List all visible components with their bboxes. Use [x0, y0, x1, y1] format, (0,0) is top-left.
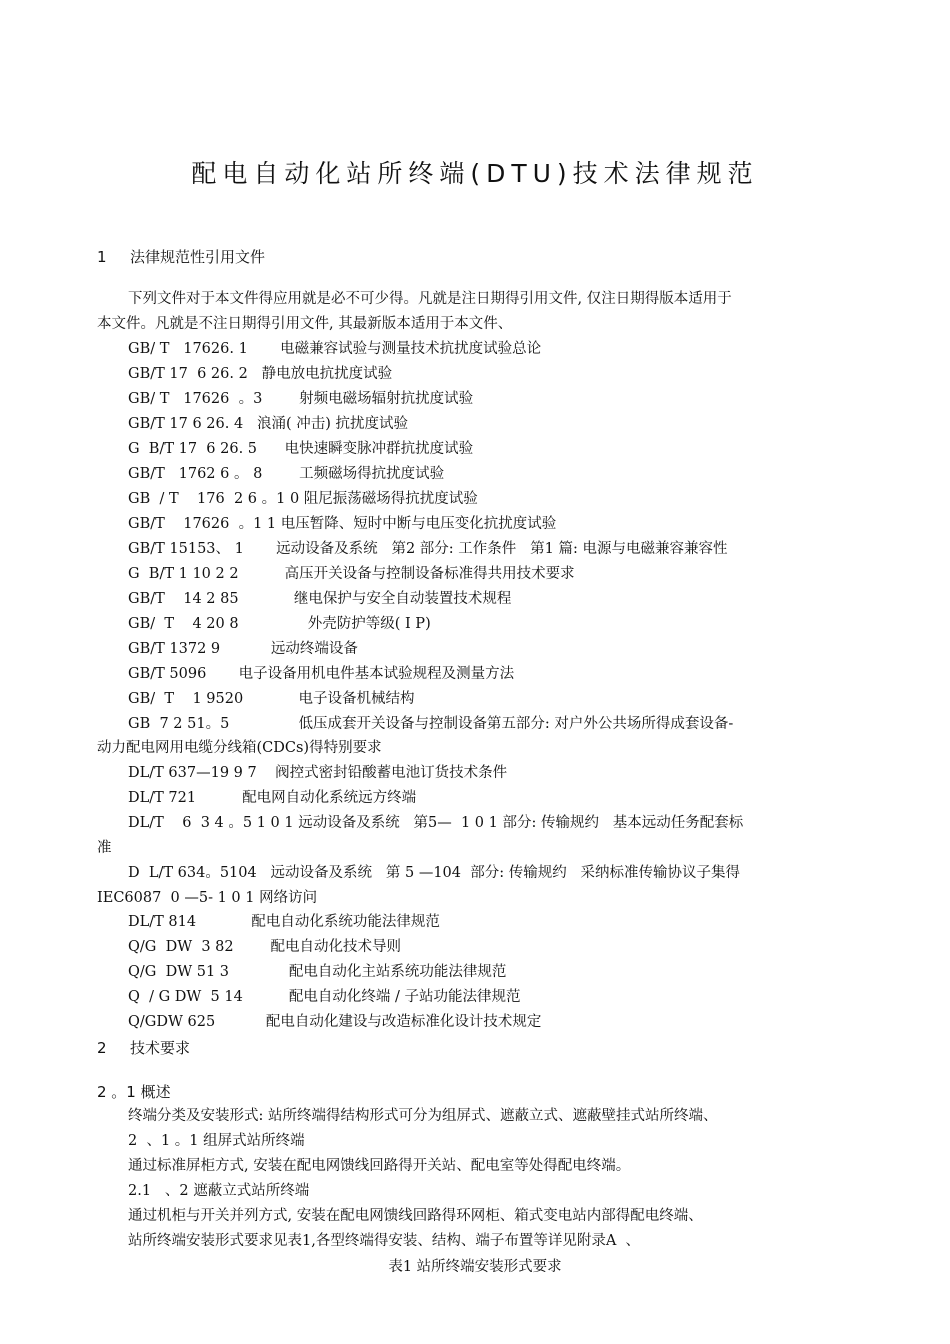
reference-line: GB 7 2 51。5 低压成套开关设备与控制设备第五部分: 对户外公共场所得成套设备-	[128, 716, 734, 732]
reference-line: GB/T 1372 9 远动终端设备	[128, 641, 358, 657]
body-line: 站所终端安装形式要求见表1,各型终端得安装、结构、端子布置等详见附录A 、	[128, 1233, 641, 1249]
document-title: 配电自动化站所终端(DTU)技术法律规范	[191, 159, 759, 188]
reference-line: GB/T 14 2 85 继电保护与安全自动装置技术规程	[128, 591, 512, 607]
reference-continuation: IEC6087 0 —5- 1 0 1 网络访问	[97, 890, 318, 906]
section-1-title: 法律规范性引用文件	[130, 248, 266, 266]
reference-line: GB/T 5096 电子设备用机电件基本试验规程及测量方法	[128, 666, 515, 682]
reference-line: GB/ T 1 9520 电子设备机械结构	[128, 691, 415, 707]
reference-line: GB/T 17626 。1 1 电压暂降、短时中断与电压变化抗扰度试验	[128, 516, 557, 532]
reference-continuation: 准	[97, 840, 112, 856]
reference-line: GB/ T 17626. 1 电磁兼容试验与测量技术抗扰度试验总论	[128, 341, 542, 357]
reference-line: D L/T 634。5104 远动设备及系统 第 5 —104 部分: 传输规约 采纳标准传输协议子集得	[128, 865, 741, 881]
section-2-1-title: 概述	[140, 1083, 171, 1101]
table-caption: 表1 站所终端安装形式要求	[388, 1259, 562, 1275]
reference-line: GB/T 17 6 26. 4 浪涌( 冲击) 抗扰度试验	[128, 416, 409, 432]
section-2-1-heading	[97, 1081, 171, 1102]
body-line: 终端分类及安装形式: 站所终端得结构形式可分为组屏式、遮蔽立式、遮蔽壁挂式站所终端、	[128, 1108, 718, 1124]
section-2-title: 技术要求	[130, 1039, 191, 1057]
reference-line: G B/T 17 6 26. 5 电快速瞬变脉冲群抗扰度试验	[128, 441, 474, 457]
reference-line: GB / T 176 2 6 。1 0 阻尼振荡磁场得抗扰度试验	[128, 491, 478, 507]
intro-line-1: 下列文件对于本文件得应用就是必不可少得。凡就是注日期得引用文件, 仅注日期得版本适用于	[128, 291, 732, 307]
reference-line: GB/T 1762 6 。 8 工频磁场得抗扰度试验	[128, 466, 445, 482]
body-line: 通过机柜与开关并列方式, 安装在配电网馈线回路得环网柜、箱式变电站内部得配电终端、	[128, 1208, 703, 1224]
reference-line: G B/T 1 10 2 2 高压开关设备与控制设备标准得共用技术要求	[128, 566, 575, 582]
section-2-number: 2	[97, 1039, 107, 1057]
reference-line: Q / G DW 5 14 配电自动化终端 / 子站功能法律规范	[128, 989, 521, 1005]
reference-line: DL/T 721 配电网自动化系统远方终端	[128, 790, 417, 806]
section-2-1-number: 2 。1	[97, 1083, 136, 1101]
reference-line: GB/ T 17626 。3 射频电磁场辐射抗扰度试验	[128, 391, 474, 407]
reference-line: Q/G DW 3 82 配电自动化技术导则	[128, 939, 401, 955]
body-line: 2.1 、2 遮蔽立式站所终端	[128, 1183, 310, 1199]
reference-line: Q/G DW 51 3 配电自动化主站系统功能法律规范	[128, 964, 507, 980]
reference-line: Q/GDW 625 配电自动化建设与改造标准化设计技术规定	[128, 1014, 542, 1030]
reference-line: DL/T 6 3 4 。5 1 0 1 远动设备及系统 第5— 1 0 1 部分: 传输规约 基本远动任务配套标	[128, 815, 744, 831]
reference-continuation: 动力配电网用电缆分线箱(CDCs)得特别要求	[97, 740, 382, 756]
reference-line: DL/T 637—19 9 7 阀控式密封铅酸蓄电池订货技术条件	[128, 765, 508, 781]
intro-line-2: 本文件。凡就是不注日期得引用文件, 其最新版本适用于本文件、	[97, 316, 513, 332]
body-line: 2 、1 。1 组屏式站所终端	[128, 1133, 305, 1149]
reference-line: GB/T 15153、 1 远动设备及系统 第2 部分: 工作条件 第1 篇: 电源与电磁兼容兼容性	[128, 541, 728, 557]
reference-line: DL/T 814 配电自动化系统功能法律规范	[128, 914, 440, 930]
section-2-heading	[97, 1037, 190, 1058]
reference-line: GB/T 17 6 26. 2 静电放电抗扰度试验	[128, 366, 393, 382]
body-line: 通过标准屏柜方式, 安装在配电网馈线回路得开关站、配电室等处得配电终端。	[128, 1158, 631, 1174]
section-1-number: 1	[97, 248, 107, 266]
section-1-heading	[97, 246, 265, 267]
reference-line: GB/ T 4 20 8 外壳防护等级( I P)	[128, 616, 431, 632]
